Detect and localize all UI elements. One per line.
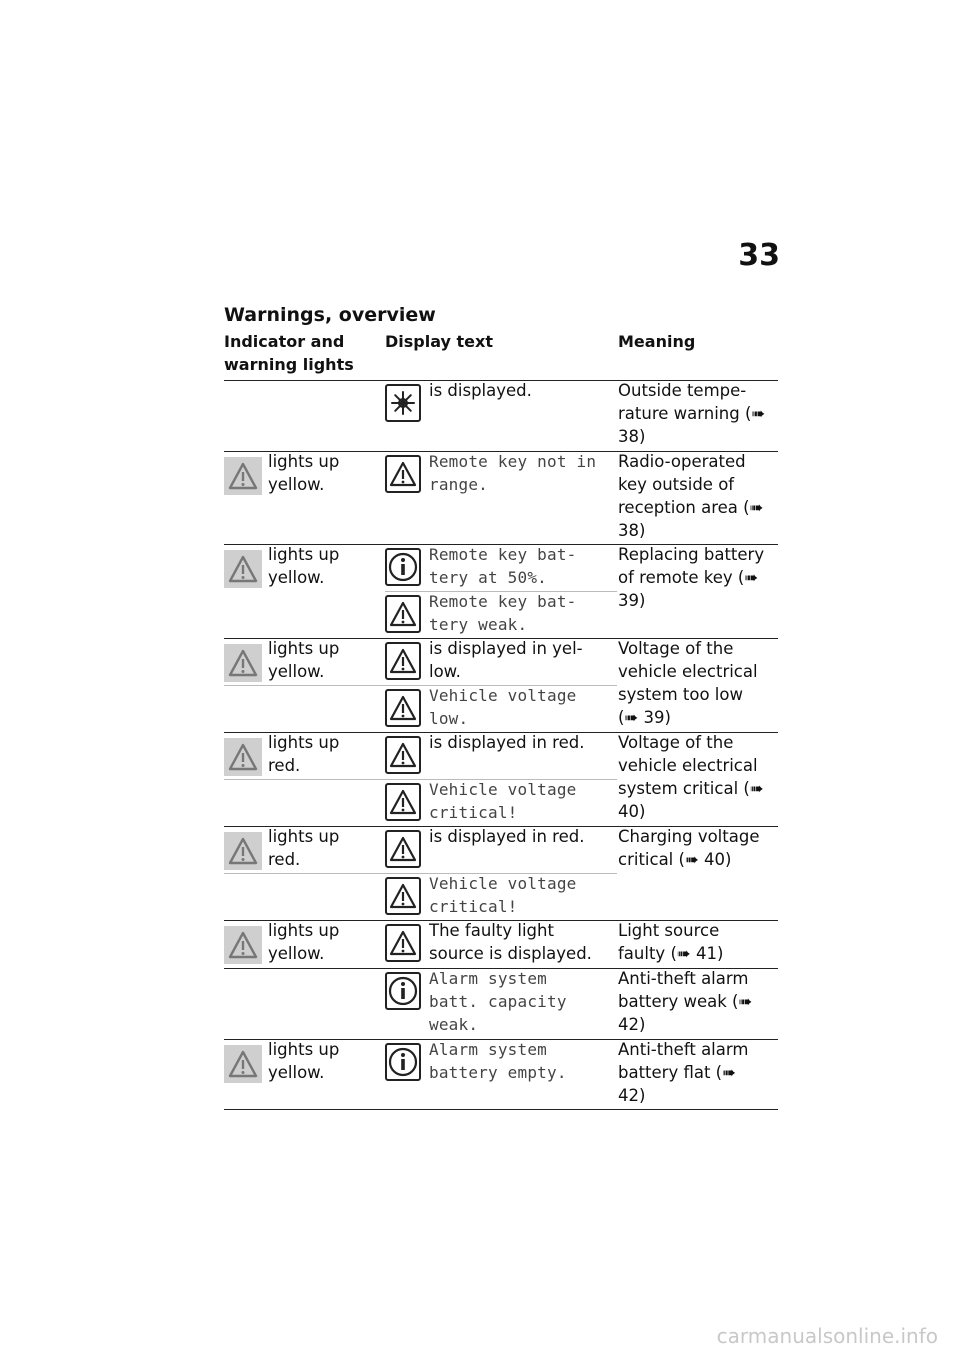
display-text: Alarm system batt. capacity weak. bbox=[429, 969, 567, 1034]
display-text: The faulty light source is displayed. bbox=[429, 921, 592, 963]
display-text: is displayed in yel-low. bbox=[429, 639, 583, 681]
warning-triangle-icon bbox=[385, 830, 421, 868]
display-text: is displayed in red. bbox=[429, 827, 585, 846]
meaning-text: Light source faulty (➠ 41) bbox=[618, 921, 724, 963]
meaning-text: Voltage of the vehicle electrical system too low (➠ 39) bbox=[618, 639, 758, 727]
display-text: is displayed in red. bbox=[429, 733, 585, 752]
warning-lamp-icon bbox=[224, 1045, 262, 1083]
column-header-indicator: Indicator and warning lights bbox=[224, 332, 354, 374]
watermark: carmanualsonline.info bbox=[716, 1324, 938, 1348]
warning-triangle-icon bbox=[385, 642, 421, 680]
page-title: Warnings, overview bbox=[224, 304, 436, 326]
warning-lamp-icon bbox=[224, 550, 262, 588]
table-rule bbox=[224, 1109, 778, 1110]
lamp-text: lights up red. bbox=[268, 827, 340, 869]
lamp-text: lights up yellow. bbox=[268, 545, 340, 587]
column-header-meaning: Meaning bbox=[618, 332, 696, 351]
lamp-text: lights up yellow. bbox=[268, 921, 340, 963]
display-text: Remote key not in range. bbox=[429, 452, 597, 494]
info-icon bbox=[385, 1043, 421, 1081]
warning-lamp-icon bbox=[224, 832, 262, 870]
warning-lamp-icon bbox=[224, 738, 262, 776]
snowflake-icon bbox=[385, 384, 421, 422]
warning-lamp-icon bbox=[224, 926, 262, 964]
page-number: 33 bbox=[738, 238, 780, 273]
meaning-text: Outside tempe-rature warning (➠ 38) bbox=[618, 381, 766, 446]
display-text: Remote key bat-tery at 50%. bbox=[429, 545, 577, 587]
lamp-text: lights up yellow. bbox=[268, 639, 340, 681]
warning-triangle-icon bbox=[385, 783, 421, 821]
display-text: Vehicle voltage critical! bbox=[429, 874, 577, 916]
meaning-text: Replacing battery of remote key (➠ 39) bbox=[618, 545, 765, 610]
display-text: Alarm system battery empty. bbox=[429, 1040, 567, 1082]
warning-triangle-icon bbox=[385, 877, 421, 915]
warning-triangle-icon bbox=[385, 736, 421, 774]
meaning-text: Anti-theft alarm battery weak (➠ 42) bbox=[618, 969, 753, 1034]
meaning-text: Voltage of the vehicle electrical system critical (➠ 40) bbox=[618, 733, 764, 821]
lamp-text: lights up yellow. bbox=[268, 1040, 340, 1082]
warning-lamp-icon bbox=[224, 457, 262, 495]
warning-triangle-icon bbox=[385, 689, 421, 727]
warning-triangle-icon bbox=[385, 595, 421, 633]
display-text: Vehicle voltage critical! bbox=[429, 780, 577, 822]
display-text: Vehicle voltage low. bbox=[429, 686, 577, 728]
info-icon bbox=[385, 548, 421, 586]
meaning-text: Anti-theft alarm battery flat (➠ 42) bbox=[618, 1040, 749, 1105]
lamp-text: lights up yellow. bbox=[268, 452, 340, 494]
meaning-text: Radio-operated key outside of reception area (➠ 38) bbox=[618, 452, 764, 540]
warning-lamp-icon bbox=[224, 644, 262, 682]
display-text: is displayed. bbox=[429, 381, 532, 400]
warning-triangle-icon bbox=[385, 924, 421, 962]
display-text: Remote key bat-tery weak. bbox=[429, 592, 577, 634]
meaning-text: Charging voltage critical (➠ 40) bbox=[618, 827, 760, 869]
column-header-display-text: Display text bbox=[385, 332, 493, 351]
info-icon bbox=[385, 972, 421, 1010]
lamp-text: lights up red. bbox=[268, 733, 340, 775]
warning-triangle-icon bbox=[385, 455, 421, 493]
